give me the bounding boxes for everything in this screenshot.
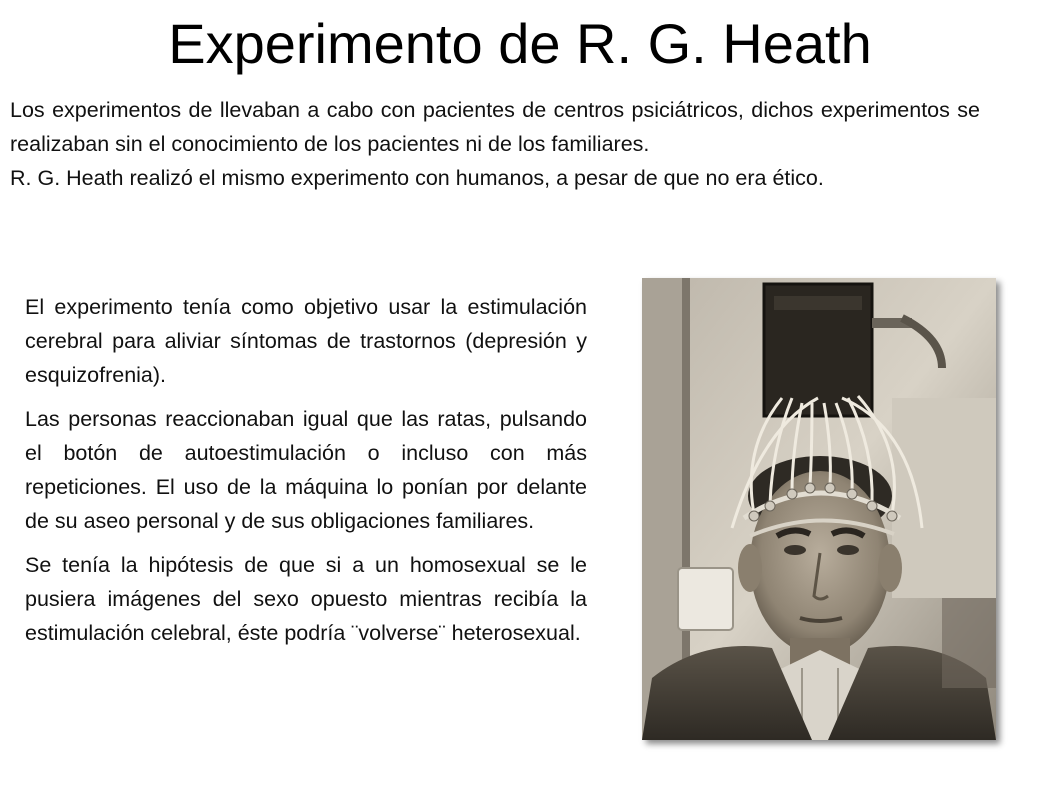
intro-text-block	[10, 93, 980, 195]
man-with-electrode-headset-photo	[642, 278, 996, 740]
body-paragraph-3: Se tenía la hipótesis de que si a un homosexual se le pusiera imágenes del sexo opuesto mientras recibía la estimulación celebral, éste podría ¨volverse¨ heterosexual.	[25, 553, 587, 645]
intro-paragraph-1: Los experimentos de llevaban a cabo con pacientes de centros psiciátricos, dichos experimentos se realizaban sin el conocimiento de los pacientes ni de los familiares.	[10, 98, 980, 156]
photo-illustration	[642, 278, 996, 740]
body-paragraph-2: Las personas reaccionaban igual que las ratas, pulsando el botón de autoestimulación o incluso con más repeticiones. El uso de la máquina lo ponían por delante de su aseo personal y de sus obligaciones familiares.	[25, 407, 587, 533]
body-text-block	[25, 290, 587, 660]
slide-title: Experimento de R. G. Heath	[168, 12, 872, 75]
body-paragraph-1: El experimento tenía como objetivo usar la estimulación cerebral para aliviar síntomas de trastornos (depresión y esquizofrenia).	[25, 295, 587, 387]
intro-paragraph-2: R. G. Heath realizó el mismo experimento con humanos, a pesar de que no era ético.	[10, 166, 824, 190]
